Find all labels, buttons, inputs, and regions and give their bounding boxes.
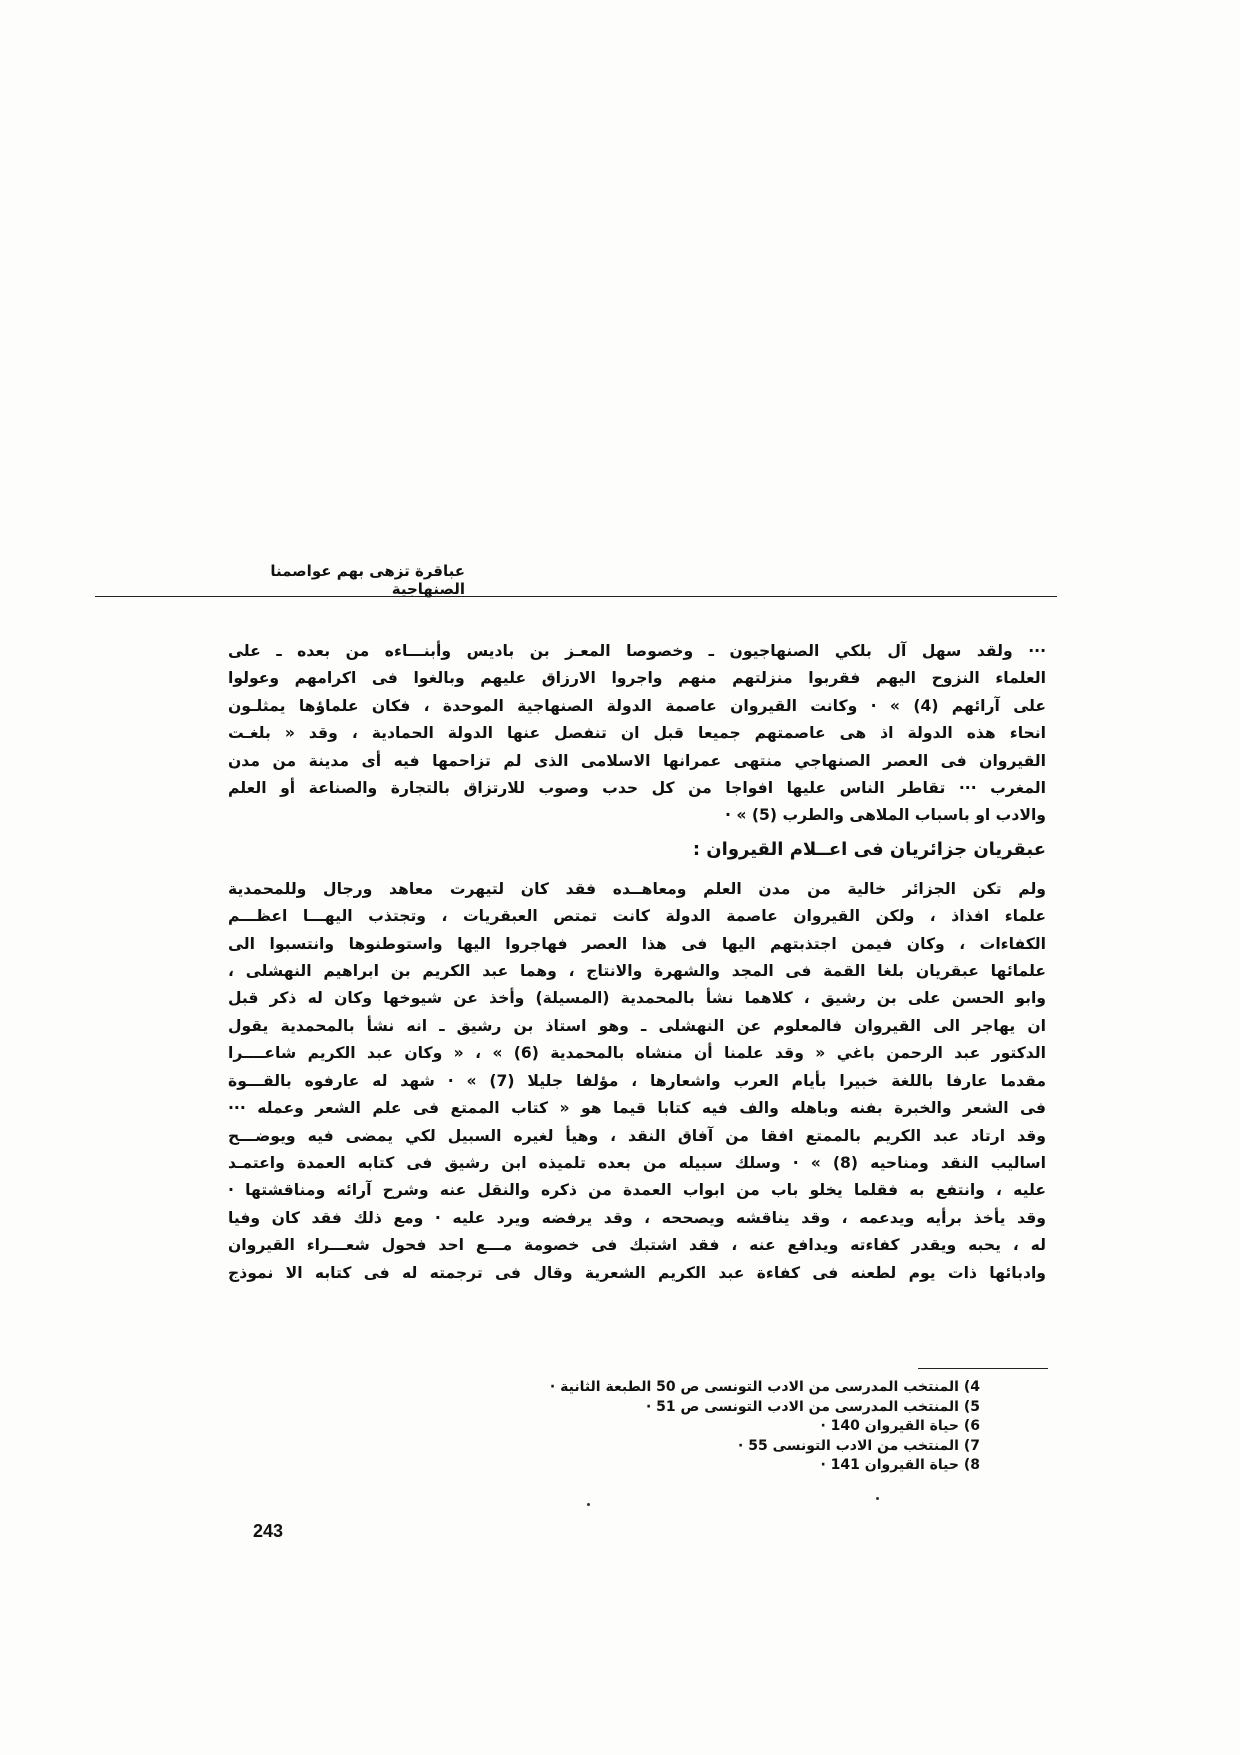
text-line: على آرائهم (4) » · وكانت القيروان عاصمة الدولة الصنهاجية الموحدة ، فكان علماؤها يمثلـون bbox=[228, 696, 1046, 715]
text-line: ان يهاجر الى القيروان فالمعلوم عن النهشلى ـ وهو استاذ بن رشيق ـ انه نشأ بالمحمدية يقول bbox=[228, 1016, 1046, 1035]
main-text bbox=[228, 638, 1046, 1287]
section-heading: عبقريان جزائريان فى اعــلام القيروان : bbox=[692, 838, 1046, 860]
text-line: والادب او باسباب الملاهى والطرب (5) » · bbox=[725, 806, 1046, 825]
text-line: انحاء هذه الدولة اذ هى عاصمتهم جميعا قبل ان تنفصل عنها الدولة الحمادية ، وقد « بلغـت bbox=[228, 724, 1046, 743]
footnotes bbox=[430, 1378, 980, 1476]
text-line: عليه ، وانتفع به فقلما يخلو باب من ابواب العمدة من ذكره والنقل عنه وشرح آرائه ومناقشتها · bbox=[228, 1181, 1046, 1200]
text-line: ولم تكن الجزائر خالية من مدن العلم ومعاهــده فقد كان لتيهرت معاهد ورجال وللمحمدية bbox=[228, 879, 1046, 898]
footnote: 6) حياة القيروان 140 · bbox=[820, 1418, 980, 1434]
footnote: 7) المنتخب من الادب التونسى 55 · bbox=[738, 1437, 980, 1454]
text-line: الكفاءات ، وكان فيمن اجتذبتهم اليها فى هذا العصر فهاجروا اليها واستوطنوها وانتسبوا الى bbox=[228, 934, 1046, 953]
paragraph-2 bbox=[228, 876, 1046, 1287]
text-line: العلماء النزوح اليهم فقربوا منزلتهم منهم واجروا الارزاق عليهم وبالغوا فى اكرامهم وعولوا bbox=[228, 669, 1046, 688]
text-line: ··· ولقد سهل آل بلكي الصنهاجيون ـ وخصوصا المعـز بن باديس وأبنـــاءه من بعده ـ على bbox=[228, 642, 1046, 660]
scan-speck bbox=[587, 1503, 590, 1506]
text-line: فى الشعر والخبرة بفنه وباهله والف فيه كتابا قيما هو « كتاب الممتع فى علم الشعر وعمله ··· bbox=[228, 1099, 1046, 1118]
footnote: 4) المنتخب المدرسى من الادب التونسى ص 50 الطبعة الثانية · bbox=[549, 1379, 980, 1395]
text-line: وابو الحسن على بن رشيق ، كلاهما نشأ بالمحمدية (المسيلة) وأخذ عن شيوخها وكان له ذكر قبل bbox=[228, 989, 1046, 1008]
text-line: وقد ارتاد عبد الكريم بالممتع افقا من آفاق النقد ، وهيأ لغيره السبيل لكي يمضى فيه ويوضـــح bbox=[228, 1126, 1046, 1145]
text-line: وقد يأخذ برأيه ويدعمه ، وقد يناقشه ويصححه ، وقد يرفضه ويرد عليه · ومع ذلك فقد كان وفيا bbox=[228, 1208, 1046, 1227]
header-rule bbox=[95, 596, 1057, 597]
running-head: عباقرة تزهى بهم عواصمنا الصنهاجية bbox=[270, 562, 465, 598]
text-line: اساليب النقد ومناحيه (8) » · وسلك سبيله من بعده تلميذه ابن رشيق فى كتابه العمدة واعتمـد bbox=[228, 1153, 1046, 1172]
text-line: وادبائها ذات يوم لطعنه فى كفاءة عبد الكريم الشعرية وقال فى ترجمته له فى كتابه الا نموذج bbox=[228, 1263, 1046, 1282]
paragraph-1 bbox=[228, 638, 1046, 830]
text-line: الدكتور عبد الرحمن باغي « وقد علمنا أن منشاه بالمحمدية (6) » ، « وكان عبد الكريم شاعــــرا bbox=[228, 1044, 1046, 1063]
text-line: القيروان فى العصر الصنهاجي منتهى عمرانها الاسلامى الذى لم تزاحمها فيه أى مدينة من مدن bbox=[228, 751, 1046, 770]
text-line: علماء افذاذ ، ولكن القيروان عاصمة الدولة كانت تمتص العبقريات ، وتجتذب اليهـــا اعظـــم bbox=[228, 907, 1046, 926]
footnote-rule bbox=[918, 1368, 1048, 1369]
text-line: له ، يحبه ويقدر كفاءته ويدافع عنه ، فقد اشتبك فى خصومة مـــع احد فحول شعـــراء القيروان bbox=[228, 1236, 1046, 1255]
text-line: المغرب ··· تقاطر الناس عليها افواجا من كل حدب وصوب للارتزاق بالتجارة والصناعة أو العلم bbox=[228, 779, 1046, 798]
text-line: علمائها عبقريان بلغا القمة فى المجد والشهرة والانتاج ، وهما عبد الكريم بن ابراهيم النهشلى ، bbox=[228, 962, 1046, 981]
footnote: 8) حياة القيروان 141 · bbox=[820, 1457, 980, 1473]
text-line: مقدما عارفا باللغة خبيرا بأيام العرب واشعارها ، مؤلفا جليلا (7) » · شهد له عارفوه بالقـــوة bbox=[228, 1071, 1047, 1090]
footnote: 5) المنتخب المدرسى من الادب التونسى ص 51 · bbox=[645, 1398, 980, 1415]
scan-speck bbox=[876, 1497, 879, 1500]
page-number: 243 bbox=[253, 1521, 284, 1541]
